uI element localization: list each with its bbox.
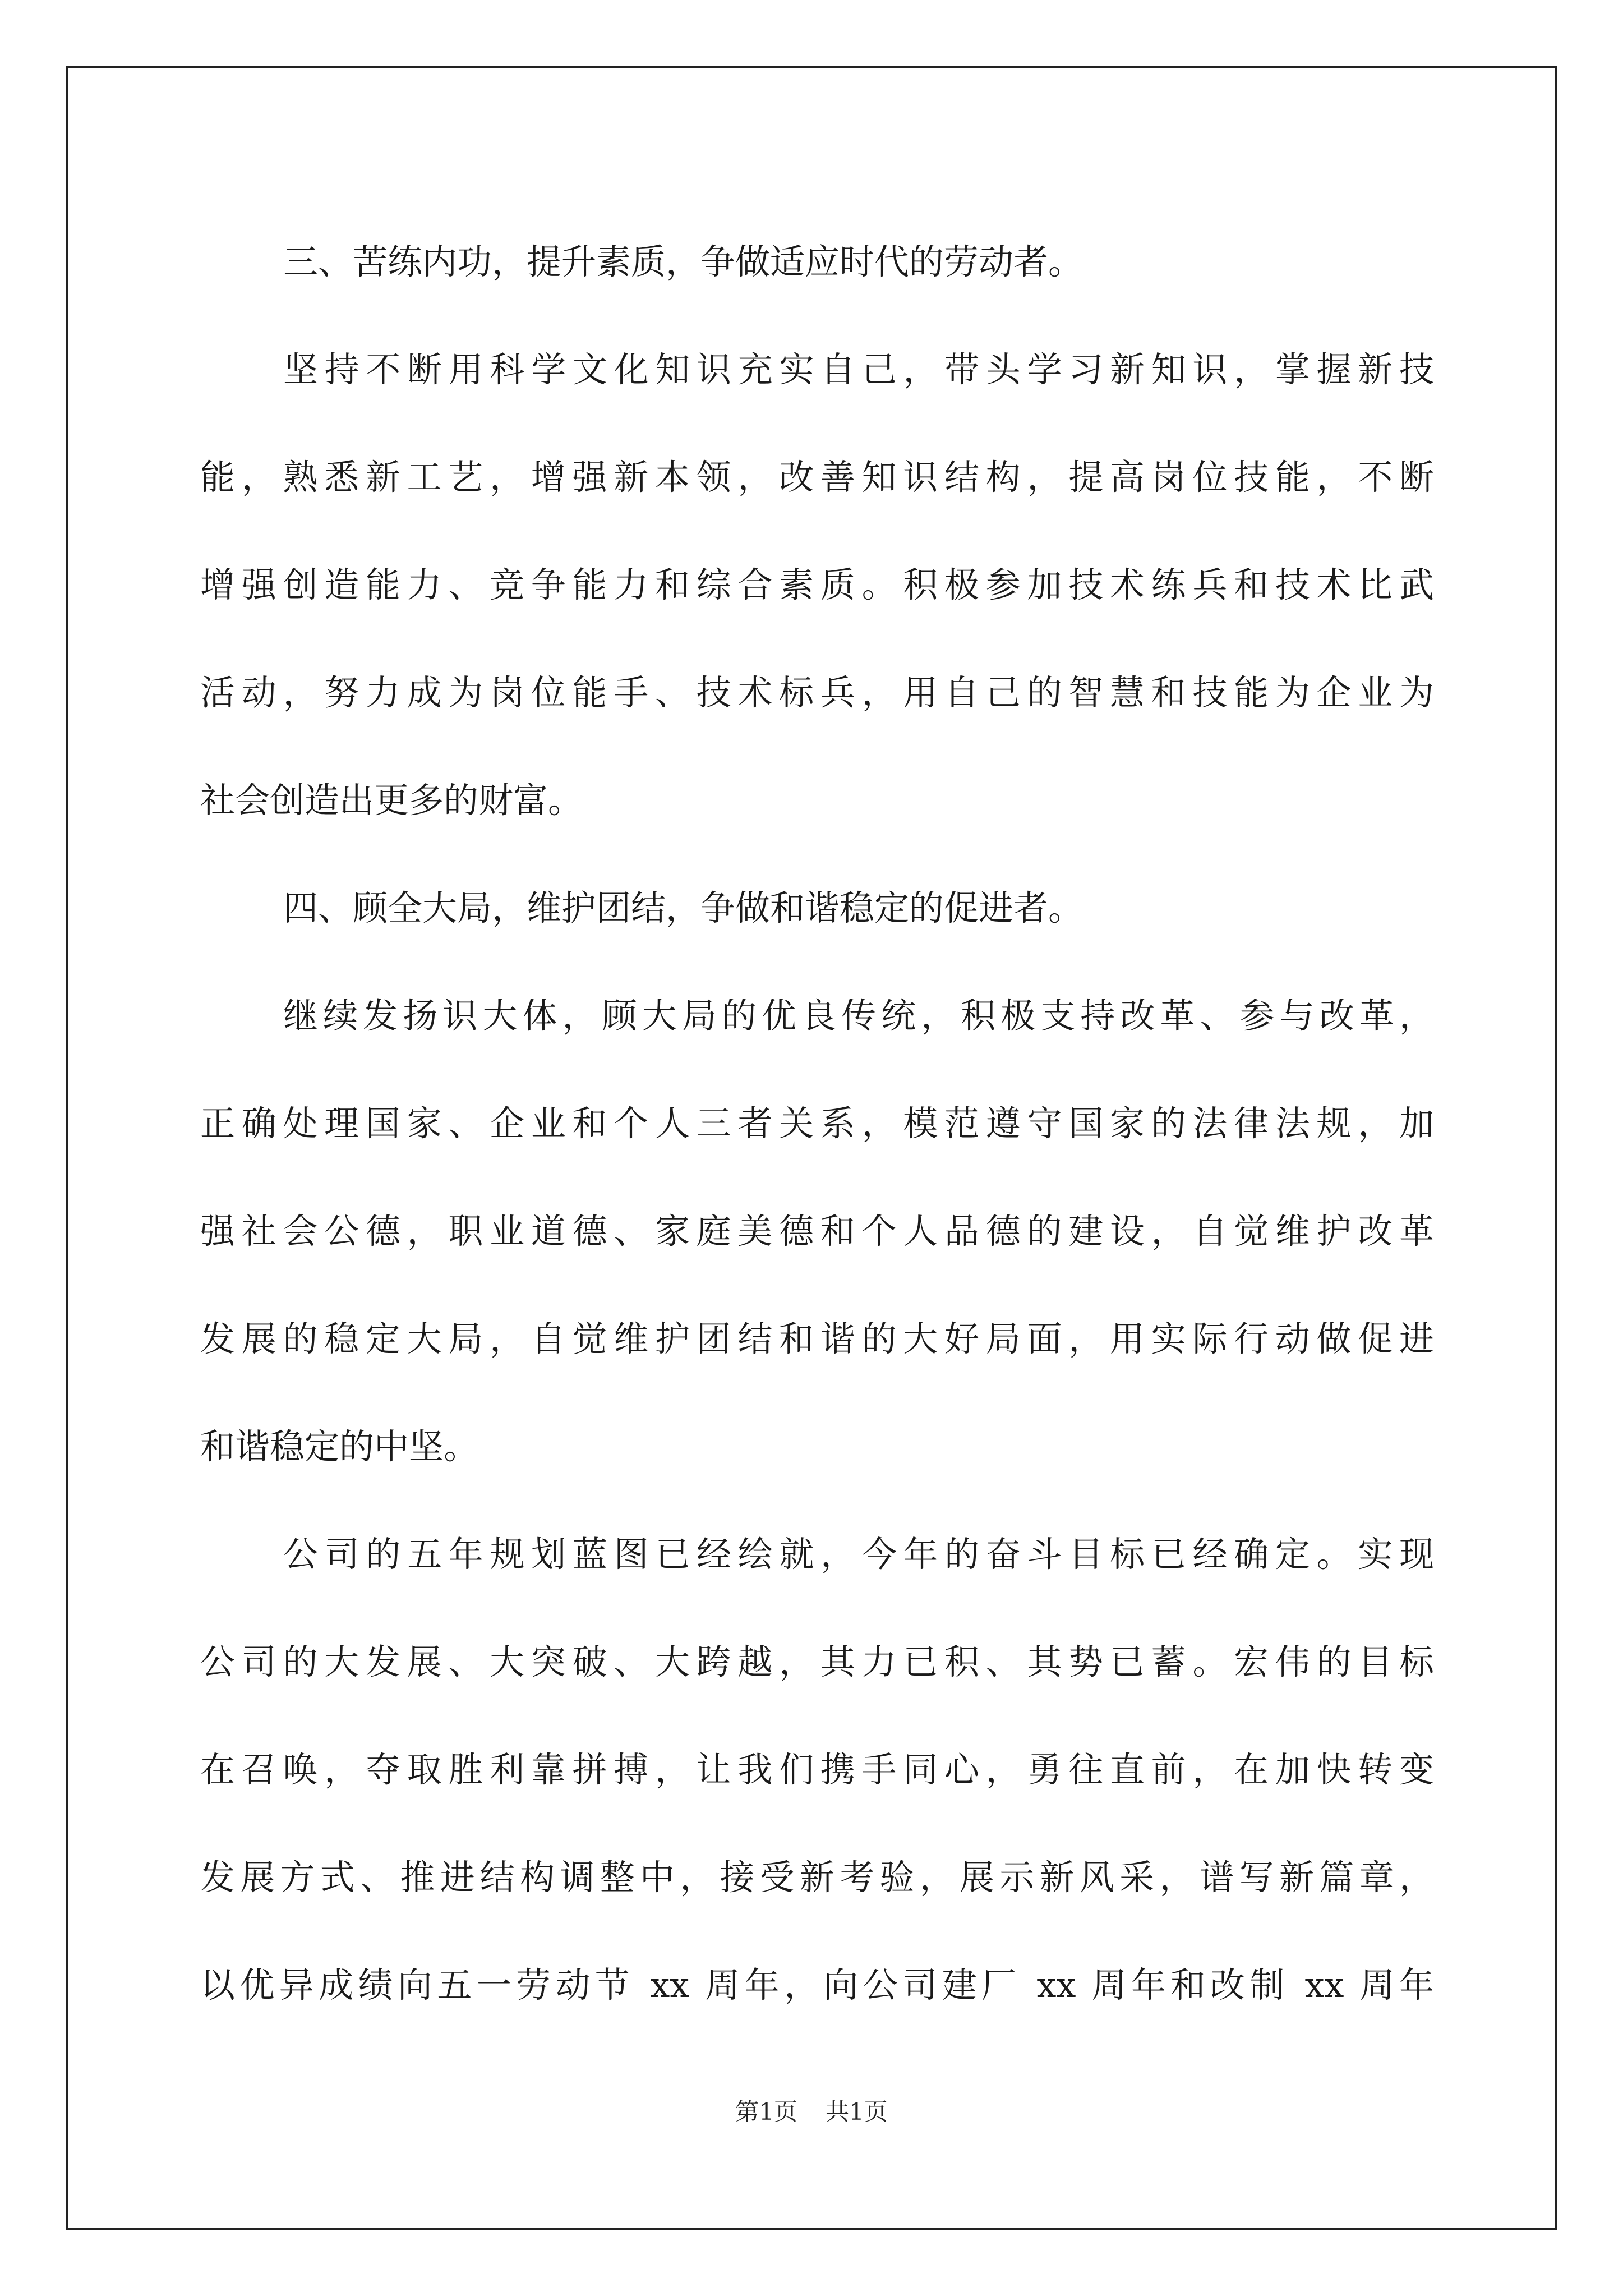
page-footer (0, 2093, 1623, 2127)
text-line: 公司的大发展、大突破、大跨越，其力已积、其势已蓄。宏伟的目标 (200, 1641, 1434, 1682)
text-line: 继续发扬识大体，顾大局的优良传统，积极支持改革、参与改革， (283, 995, 1434, 1036)
text-line: 强社会公德，职业道德、家庭美德和个人品德的建设，自觉维护改革 (200, 1211, 1434, 1251)
text-line: 发展方式、推进结构调整中，接受新考验，展示新风采，谱写新篇章， (200, 1857, 1434, 1898)
text-line: 增强创造能力、竞争能力和综合素质。积极参加技术练兵和技术比武 (200, 564, 1434, 605)
text-line: 以优异成绩向五一劳动节 xx 周年，向公司建厂 xx 周年和改制 xx 周年 (200, 1964, 1434, 2005)
text-line: 社会创造出更多的财富。 (200, 780, 583, 821)
text-line: 能，熟悉新工艺，增强新本领，改善知识结构，提高岗位技能，不断 (200, 457, 1434, 498)
text-line: 公司的五年规划蓝图已经绘就，今年的奋斗目标已经确定。实现 (283, 1534, 1434, 1575)
text-line: 发展的稳定大局，自觉维护团结和谐的大好局面，用实际行动做促进 (200, 1318, 1434, 1359)
page-number: 第1页 (735, 2098, 797, 2125)
text-line: 活动，努力成为岗位能手、技术标兵，用自己的智慧和技能为企业为 (200, 672, 1434, 713)
text-line: 和谐稳定的中坚。 (200, 1426, 479, 1467)
document-body (200, 208, 1434, 2039)
text-line: 坚持不断用科学文化知识充实自己，带头学习新知识，掌握新技 (283, 349, 1434, 390)
text-line: 四、顾全大局，维护团结，争做和谐稳定的促进者。 (283, 887, 1083, 928)
page-total: 共1页 (826, 2098, 888, 2125)
text-line: 三、苦练内功，提升素质，争做适应时代的劳动者。 (283, 241, 1083, 282)
text-line: 在召唤，夺取胜利靠拼搏，让我们携手同心，勇往直前，在加快转变 (200, 1749, 1434, 1790)
text-line: 正确处理国家、企业和个人三者关系，模范遵守国家的法律法规，加 (200, 1103, 1434, 1144)
